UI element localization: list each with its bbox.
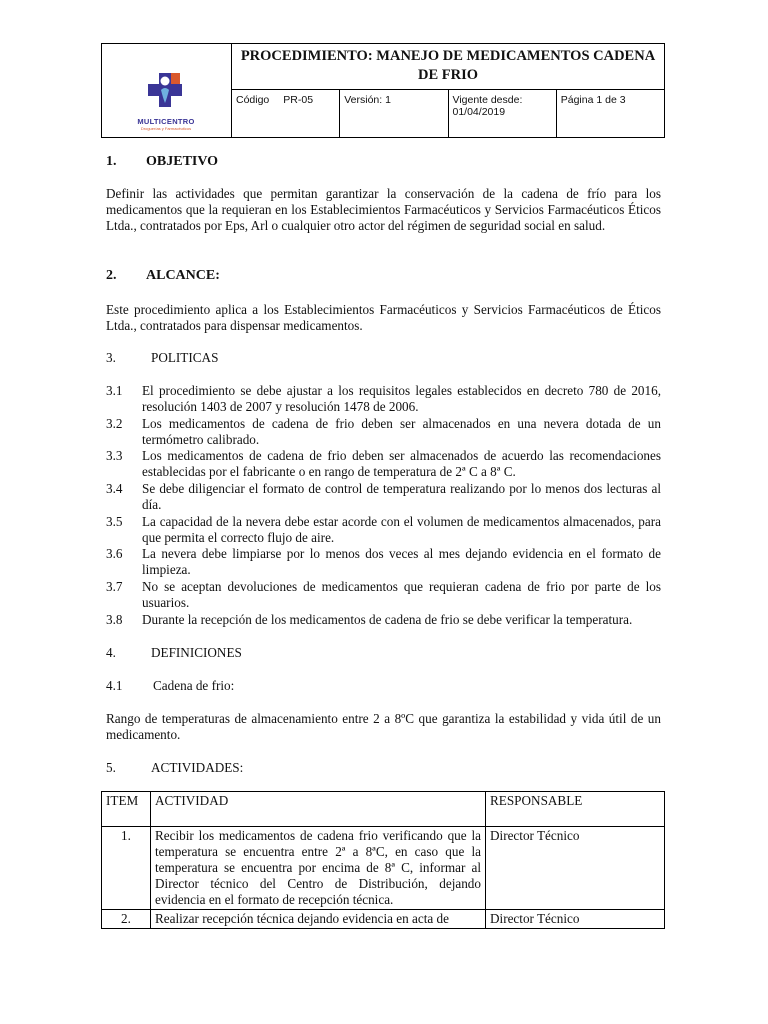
code-value: PR-05 [283,94,314,106]
policy-item: 3.4 Se debe diligenciar el formato de control de temperatura realizando por lo menos dos lecturas al día. [106,481,661,512]
document-header [101,43,665,138]
section-heading-alcance: 2. ALCANCE: [106,268,220,283]
policy-item: 3.7 No se aceptan devoluciones de medicamentos que requieran cadena de frio por parte de los usuarios. [106,579,661,610]
code-cell [232,90,340,138]
table-header-row [102,792,665,827]
policy-item: 3.8 Durante la recepción de los medicamentos de cadena de frio se debe verificar la temperatura. [106,612,633,627]
table-row [102,910,665,929]
medical-cross-icon [144,70,188,110]
table-row [102,827,665,910]
definition-subheading: 4.1 Cadena de frio: [106,678,235,693]
version-cell: Versión: 1 [340,90,448,138]
section-heading-actividades: 5. ACTIVIDADES: [106,760,244,775]
document-title: PROCEDIMIENTO: MANEJO DE MEDICAMENTOS CADENA DE FRIO [232,44,665,90]
column-header-responsable: RESPONSABLE [486,792,665,827]
item-cell: 1. [102,827,151,910]
activity-cell: Realizar recepción técnica dejando evidencia en acta de [151,910,486,929]
company-logo [118,70,214,131]
activities-table [101,791,665,929]
policy-item: 3.3 Los medicamentos de cadena de frio deben ser almacenados de acuerdo las recomendaciones establecidas por el fabricante o en rango de temperatura de 2ª C a 8ª C. [106,448,661,479]
alcance-text: Este procedimiento aplica a los Establecimientos Farmacéuticos y Servicios Farmacéuticos de Éticos Ltda., contratados para dispensar medicamentos. [106,302,661,333]
policy-item: 3.5 La capacidad de la nevera debe estar acorde con el volumen de medicamentos almacenados, para que permita el correcto flujo de aire. [106,514,661,545]
page-number-cell: Página 1 de 3 [556,90,664,138]
valid-from-cell: Vigente desde: 01/04/2019 [448,90,556,138]
item-cell: 2. [102,910,151,929]
activity-cell: Recibir los medicamentos de cadena frio verificando que la temperatura se encuentra entre 2ª a 8ªC, en caso que la temperatura se encuentra por encima de 8ª C, informar al Director técnico del Centro de Distribución, dejando evidencia en el formato de recepción técnica. [151,827,486,910]
logo-cell [102,44,232,138]
policy-item: 3.1 El procedimiento se debe ajustar a los requisitos legales establecidos en decreto 780 de 2016, resolución 1403 de 2007 y resolución 1478 de 2006. [106,383,661,414]
objetivo-text: Definir las actividades que permitan garantizar la conservación de la cadena de frío para los medicamentos que la requieran en los Establecimientos Farmacéuticos y Servicios Farmacéuticos Éticos Ltda., contratados por Eps, Arl o cualquier otro actor del régimen de seguridad social en salud. [106,186,661,233]
column-header-actividad: ACTIVIDAD [151,792,486,827]
section-heading-definiciones: 4. DEFINICIONES [106,645,242,660]
section-heading-politicas: 3. POLITICAS [106,350,219,365]
definition-text: Rango de temperaturas de almacenamiento entre 2 a 8ºC que garantiza la estabilidad y vida útil de un medicamento. [106,711,661,742]
logo-name: MULTICENTRO [137,117,195,126]
code-label: Código [236,94,270,106]
section-heading-objetivo: 1. OBJETIVO [106,154,219,169]
logo-tagline: Droguerías y Farmacéuticos [140,126,192,131]
responsible-cell: Director Técnico [486,910,665,929]
policy-item: 3.2 Los medicamentos de cadena de frio deben ser almacenados en una nevera dotada de un termómetro calibrado. [106,416,661,447]
policy-item: 3.6 La nevera debe limpiarse por lo menos dos veces al mes dejando evidencia en el formato de limpieza. [106,546,661,577]
column-header-item: ITEM [102,792,151,827]
responsible-cell: Director Técnico [486,827,665,910]
